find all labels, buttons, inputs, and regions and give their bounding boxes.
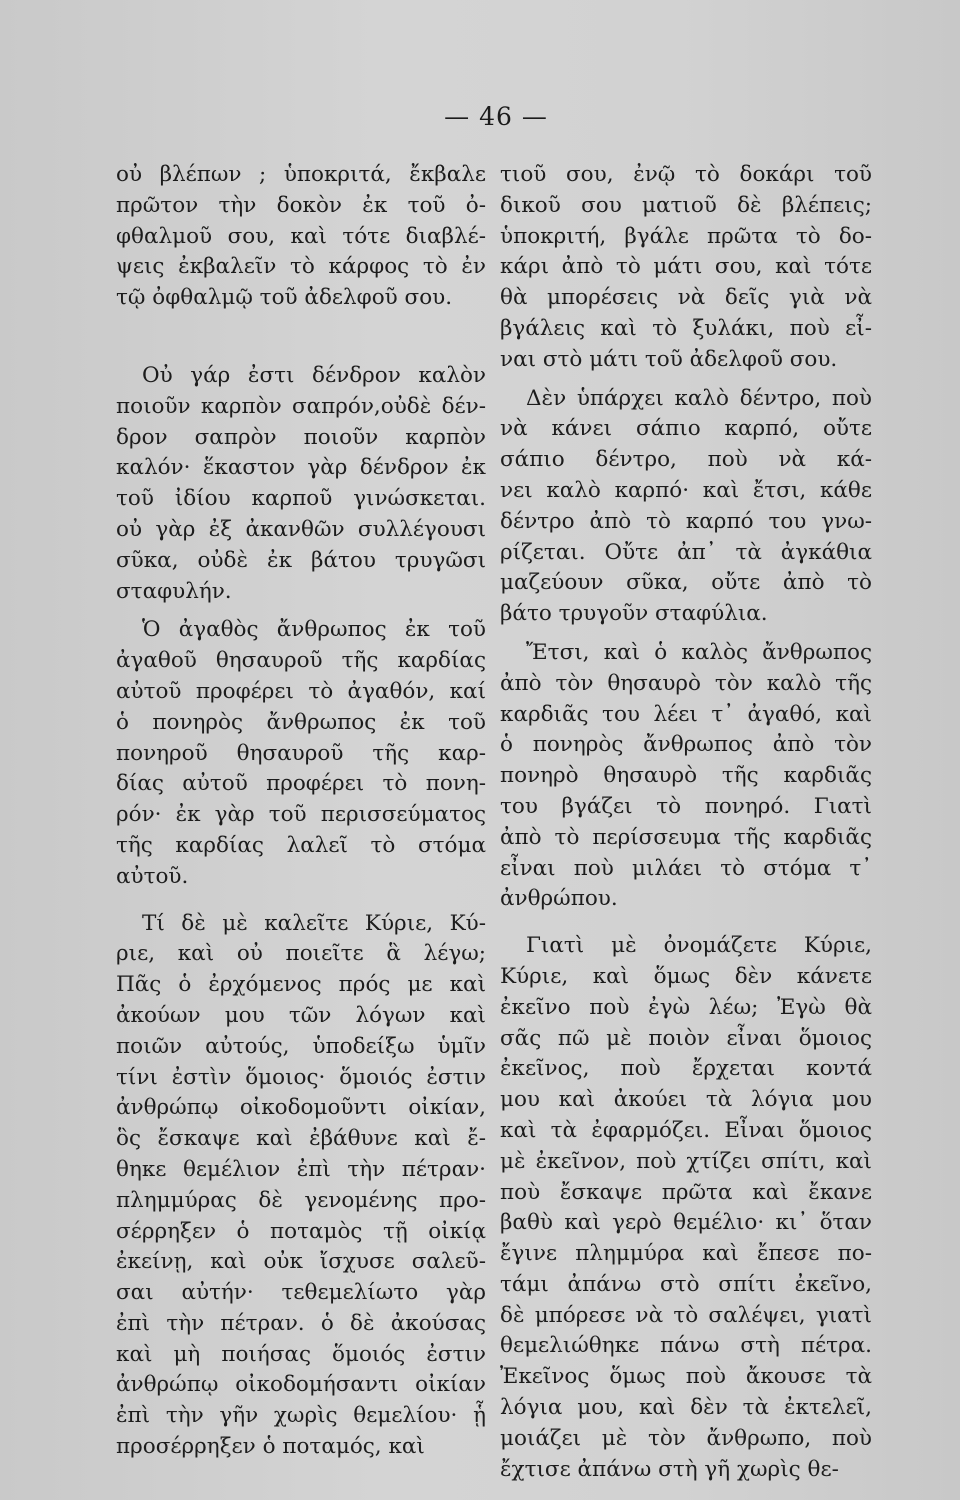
text-line: σταφυλήν. — [116, 578, 232, 604]
text-line: τάμι ἀπάνω στὸ σπίτι ἐκεῖνο, — [500, 1271, 872, 1297]
text-line: τίνι ἐστὶν ὅμοιος· ὅμοιός ἐστιν — [116, 1064, 486, 1090]
text-line: θὰ μπορέσεις νὰ δεῖς γιὰ νὰ — [500, 285, 872, 311]
text-line: νει καλὸ καρπό· καὶ ἔτσι, κάθε — [500, 477, 872, 503]
text-line: ποὺ ἔσκαψε πρῶτα καὶ ἔκανε — [500, 1179, 872, 1205]
text-line: βαθὺ καὶ γερὸ θεμέλιο· κι᾽ ὅταν — [500, 1210, 872, 1236]
text-line: τῆς καρδίας λαλεῖ τὸ στόμα — [116, 832, 486, 858]
text-line: πονηροῦ θησαυροῦ τῆς καρ- — [116, 740, 486, 766]
text-line: σαι αὐτήν· τεθεμελίωτο γὰρ — [116, 1280, 486, 1306]
text-line: Ἔτσι, καὶ ὁ καλὸς ἄνθρωπος — [526, 639, 872, 665]
text-line: βάτο τρυγοῦν σταφύλια. — [500, 601, 768, 627]
text-line: τοῦ ἰδίου καρποῦ γινώσκεται. — [116, 486, 486, 512]
text-line: ἀγαθοῦ θησαυροῦ τῆς καρδίας — [116, 648, 486, 674]
text-line: ρίζεται. Οὔτε ἀπ᾽ τὰ ἀγκάθια — [500, 539, 872, 565]
text-line: ἀπὸ τὸ περίσσευμα τῆς καρδιᾶς — [500, 824, 872, 850]
text-line: τῷ ὀφθαλμῷ τοῦ ἀδελφοῦ σου. — [116, 285, 453, 311]
text-line: πλημμύρας δὲ γενομένης προ- — [116, 1187, 486, 1213]
text-line: μὲ ἐκεῖνον, ποὺ χτίζει σπίτι, καὶ — [500, 1148, 872, 1174]
text-line: ἐκείνῃ, καὶ οὐκ ἴσχυσε σαλεῦ- — [116, 1249, 486, 1275]
text-line: μαζεύουν σῦκα, οὔτε ἀπὸ τὸ — [500, 570, 872, 596]
text-line: ὁ πονηρὸς ἄνθρωπος ἐκ τοῦ — [116, 709, 486, 735]
text-line: ἀνθρώπῳ οἰκοδομήσαντι οἰκίαν — [116, 1372, 486, 1398]
text-line: ποιῶν αὐτούς, ὑποδείξω ὑμῖν — [116, 1033, 486, 1059]
text-line: ἀπὸ τὸν θησαυρὸ τὸν καλὸ τῆς — [500, 670, 872, 696]
text-line: δίας αὐτοῦ προφέρει τὸ πονη- — [116, 771, 486, 797]
text-line: ψεις ἐκβαλεῖν τὸ κάρφος τὸ ἐν — [116, 254, 486, 280]
text-line: ἐπὶ τὴν πέτραν. ὁ δὲ ἀκούσας — [116, 1310, 486, 1336]
text-line: Γιατὶ μὲ ὀνομάζετε Κύριε, — [526, 933, 872, 959]
paragraph-gap — [116, 314, 486, 361]
text-line: Κύριε, καὶ ὅμως δὲν κάνετε — [500, 963, 872, 989]
text-line: δρον σαπρὸν ποιοῦν καρπὸν — [116, 424, 486, 450]
text-line: καλόν· ἕκαστον γὰρ δένδρον ἐκ — [116, 455, 486, 481]
text-line: ἔγινε πλημμύρα καὶ ἔπεσε πο- — [500, 1241, 872, 1267]
text-line: ποιοῦν καρπὸν σαπρόν,οὐδὲ δέν- — [116, 393, 486, 419]
text-line: καὶ μὴ ποιήσας ὅμοιός ἐστιν — [116, 1341, 486, 1367]
paragraph-gap — [116, 607, 486, 615]
text-line: ὁ πονηρὸς ἄνθρωπος ἀπὸ τὸν — [500, 732, 872, 758]
text-line: ἐκεῖνο ποὺ ἐγὼ λέω; Ἐγὼ θὰ — [500, 994, 872, 1020]
text-line: ἔχτισε ἀπάνω στὴ γῆ χωρὶς θε- — [500, 1456, 839, 1482]
text-line: πονηρὸ θησαυρὸ τῆς καρδιᾶς — [500, 763, 872, 789]
text-line: αὐτοῦ προφέρει τὸ ἀγαθόν, καί — [116, 678, 486, 704]
paragraph — [500, 931, 872, 1485]
paragraph-gap — [500, 376, 872, 384]
text-line: Ὁ ἀγαθὸς ἄνθρωπος ἐκ τοῦ — [142, 617, 486, 643]
text-line: του βγάζει τὸ πονηρό. Γιατὶ — [500, 793, 872, 819]
text-line: καρδιᾶς του λέει τ᾽ ἀγαθό, καὶ — [500, 701, 872, 727]
text-line: Ἐκεῖνος ὅμως ποὺ ἄκουσε τὰ — [500, 1364, 872, 1390]
text-line: μου καὶ ἀκούει τὰ λόγια μου — [500, 1087, 872, 1113]
paragraph — [500, 160, 872, 376]
text-line: φθαλμοῦ σου, καὶ τότε διαβλέ- — [116, 223, 486, 249]
text-line: ἐκεῖνος, ποὺ ἔρχεται κοντά — [500, 1056, 872, 1082]
paragraph-gap — [500, 915, 872, 931]
text-line: οὐ γὰρ ἐξ ἀκανθῶν συλλέγουσι — [116, 516, 486, 542]
text-line: οὐ βλέπων ; ὑποκριτά, ἔκβαλε — [116, 162, 486, 187]
text-line: Οὐ γάρ ἐστι δένδρον καλὸν — [142, 362, 486, 388]
text-line: λόγια μου, καὶ δὲν τὰ ἐκτελεῖ, — [500, 1395, 872, 1421]
text-line: δὲ μπόρεσε νὰ τὸ σαλέψει, γιατὶ — [500, 1302, 872, 1328]
text-line: ἐπὶ τὴν γῆν χωρὶς θεμελίου· ᾗ — [116, 1403, 486, 1429]
text-line: ρόν· ἐκ γὰρ τοῦ περισσεύματος — [116, 802, 486, 828]
page-number: — 46 — — [444, 102, 548, 131]
text-line: ἀκούων μου τῶν λόγων καὶ — [116, 1002, 486, 1028]
text-line: προσέρρηξεν ὁ ποταμός, καὶ — [116, 1434, 425, 1460]
right-column — [500, 160, 872, 1485]
paragraph — [500, 384, 872, 630]
text-line: καὶ τὰ ἐφαρμόζει. Εἶναι ὅμοιος — [500, 1117, 872, 1143]
text-line: τιοῦ σου, ἐνῷ τὸ δοκάρι τοῦ — [500, 162, 872, 187]
text-line: σάπιο δέντρο, ποὺ νὰ κά- — [500, 447, 872, 473]
text-line: δικοῦ σου ματιοῦ δὲ βλέπεις; — [500, 192, 872, 218]
text-line: σῦκα, οὐδὲ ἐκ βάτου τρυγῶσι — [116, 547, 486, 573]
paragraph — [500, 638, 872, 915]
text-line: ναι στὸ μάτι τοῦ ἀδελφοῦ σου. — [500, 346, 838, 372]
text-line: μοιάζει μὲ τὸν ἄνθρωπο, ποὺ — [500, 1425, 872, 1451]
text-line: νὰ κάνει σάπιο καρπό, οὔτε — [500, 416, 872, 442]
text-line: θηκε θεμέλιον ἐπὶ τὴν πέτραν· — [116, 1156, 486, 1182]
text-line: ὑποκριτή, βγάλε πρῶτα τὸ δο- — [500, 223, 872, 249]
text-line: σέρρηξεν ὁ ποταμὸς τῇ οἰκίᾳ — [116, 1218, 486, 1244]
text-line: ὃς ἔσκαψε καὶ ἐβάθυνε καὶ ἔ- — [116, 1126, 486, 1152]
paragraph-gap — [116, 893, 486, 909]
text-line: ριε, καὶ οὐ ποιεῖτε ἃ λέγω; — [116, 941, 486, 967]
text-line: κάρι ἀπὸ τὸ μάτι σου, καὶ τότε — [500, 254, 872, 280]
text-line: Δὲν ὑπάρχει καλὸ δέντρο, ποὺ — [526, 385, 872, 411]
paragraph — [116, 909, 486, 1463]
text-line: σᾶς πῶ μὲ ποιὸν εἶναι ὅμοιος — [500, 1025, 872, 1051]
paragraph — [116, 615, 486, 892]
text-line: Πᾶς ὁ ἐρχόμενος πρός με καὶ — [116, 972, 486, 998]
paragraph-gap — [500, 630, 872, 638]
left-column — [116, 160, 486, 1463]
text-line: δέντρο ἀπὸ τὸ καρπό του γνω- — [500, 508, 872, 534]
text-line: ἀνθρώπῳ οἰκοδομοῦντι οἰκίαν, — [116, 1095, 486, 1121]
text-line: ἀνθρώπου. — [500, 886, 618, 912]
text-line: πρῶτον τὴν δοκὸν ἐκ τοῦ ὀ- — [116, 192, 486, 218]
text-line: αὐτοῦ. — [116, 863, 189, 889]
text-line: βγάλεις καὶ τὸ ξυλάκι, ποὺ εἶ- — [500, 315, 872, 341]
text-line: θεμελιώθηκε πάνω στὴ πέτρα. — [500, 1333, 872, 1359]
paragraph — [116, 361, 486, 607]
paragraph — [116, 160, 486, 314]
text-line: εἶναι ποὺ μιλάει τὸ στόμα τ᾽ — [500, 855, 872, 881]
text-line: Τί δὲ μὲ καλεῖτε Κύριε, Κύ- — [142, 910, 486, 936]
